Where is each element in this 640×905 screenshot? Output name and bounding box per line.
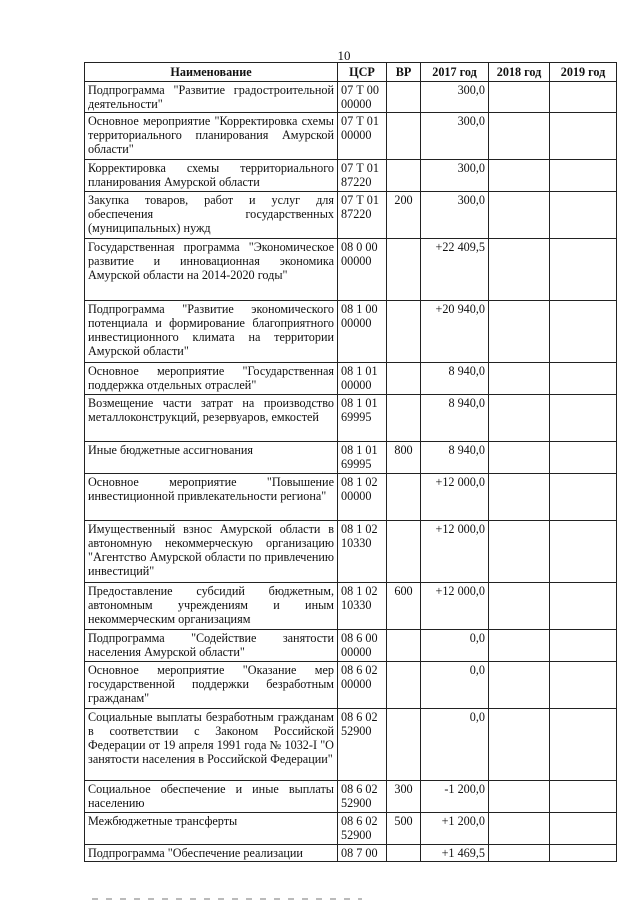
header-vr: ВР	[387, 63, 421, 82]
table-row	[85, 363, 617, 395]
row-name: Иные бюджетные ассигнования	[85, 442, 338, 474]
row-vr	[387, 709, 421, 781]
table-row	[85, 781, 617, 813]
table-row	[85, 113, 617, 160]
budget-table	[84, 62, 617, 862]
row-2019	[550, 301, 617, 363]
table-row	[85, 160, 617, 192]
row-name: Межбюджетные трансферты	[85, 813, 338, 845]
row-name: Подпрограмма "Развитие градостроительной деятельности"	[85, 82, 338, 113]
row-2017: 300,0	[421, 160, 489, 192]
row-vr	[387, 82, 421, 113]
row-vr	[387, 845, 421, 862]
row-2018	[489, 239, 550, 301]
row-2017: 8 940,0	[421, 442, 489, 474]
table-row	[85, 845, 617, 862]
row-2019	[550, 781, 617, 813]
row-name: Социальное обеспечение и иные выплаты населению	[85, 781, 338, 813]
row-2017: +12 000,0	[421, 521, 489, 583]
row-2018	[489, 442, 550, 474]
row-csr: 08 6 02 52900	[338, 813, 387, 845]
row-vr: 500	[387, 813, 421, 845]
page-number: 10	[337, 48, 351, 63]
row-csr: 08 1 02 10330	[338, 521, 387, 583]
row-2018	[489, 301, 550, 363]
row-2017: 0,0	[421, 709, 489, 781]
table-row	[85, 474, 617, 521]
row-name: Возмещение части затрат на производство металлоконструкций, резервуаров, емкостей	[85, 395, 338, 442]
row-2017: -1 200,0	[421, 781, 489, 813]
row-csr: 08 6 00 00000	[338, 630, 387, 662]
row-2017: +12 000,0	[421, 583, 489, 630]
row-vr	[387, 630, 421, 662]
row-vr	[387, 301, 421, 363]
row-vr: 800	[387, 442, 421, 474]
row-csr: 07 Т 01 87220	[338, 192, 387, 239]
row-csr: 08 6 02 52900	[338, 781, 387, 813]
row-2019	[550, 363, 617, 395]
table-row	[85, 192, 617, 239]
header-name: Наименование	[85, 63, 338, 82]
row-vr	[387, 113, 421, 160]
row-2018	[489, 845, 550, 862]
row-2019	[550, 630, 617, 662]
row-vr	[387, 474, 421, 521]
row-vr: 600	[387, 583, 421, 630]
table-row	[85, 662, 617, 709]
row-vr	[387, 395, 421, 442]
row-2017: +22 409,5	[421, 239, 489, 301]
row-name: Подпрограмма "Развитие экономического потенциала и формирование благоприятного инвестиционного климата на территории Амурской области"	[85, 301, 338, 363]
header-row	[85, 63, 617, 82]
row-2018	[489, 192, 550, 239]
header-2017: 2017 год	[421, 63, 489, 82]
row-2019	[550, 709, 617, 781]
row-2017: +12 000,0	[421, 474, 489, 521]
row-2019	[550, 845, 617, 862]
row-2019	[550, 521, 617, 583]
row-vr	[387, 239, 421, 301]
row-csr: 08 1 01 69995	[338, 442, 387, 474]
row-csr: 07 Т 00 00000	[338, 82, 387, 113]
row-2018	[489, 82, 550, 113]
row-csr: 08 1 01 69995	[338, 395, 387, 442]
row-name: Имущественный взнос Амурской области в автономную некоммерческую организацию "Агентство Амурской области по привлечению инвестиций"	[85, 521, 338, 583]
row-2018	[489, 583, 550, 630]
row-name: Подпрограмма "Обеспечение реализации	[85, 845, 338, 862]
row-name: Основное мероприятие "Государственная поддержка отдельных отраслей"	[85, 363, 338, 395]
row-2018	[489, 521, 550, 583]
row-2017: 8 940,0	[421, 395, 489, 442]
row-2017: +1 469,5	[421, 845, 489, 862]
row-2017: 300,0	[421, 113, 489, 160]
row-name: Основное мероприятие "Оказание мер государственной поддержки безработным гражданам"	[85, 662, 338, 709]
table-row	[85, 583, 617, 630]
row-csr: 08 1 02 10330	[338, 583, 387, 630]
row-2018	[489, 474, 550, 521]
row-name: Подпрограмма "Содействие занятости населения Амурской области"	[85, 630, 338, 662]
row-csr: 07 Т 01 87220	[338, 160, 387, 192]
table-header	[85, 63, 617, 82]
row-csr: 08 1 01 00000	[338, 363, 387, 395]
table-row	[85, 813, 617, 845]
row-2019	[550, 82, 617, 113]
header-2019: 2019 год	[550, 63, 617, 82]
row-2019	[550, 192, 617, 239]
table-row	[85, 301, 617, 363]
scan-artifact	[92, 898, 362, 900]
row-name: Закупка товаров, работ и услуг для обеспечения государственных (муниципальных) нужд	[85, 192, 338, 239]
table-row	[85, 82, 617, 113]
row-name: Предоставление субсидий бюджетным, автономным учреждениям и иным некоммерческим организациям	[85, 583, 338, 630]
row-2017: 300,0	[421, 192, 489, 239]
row-2017: 0,0	[421, 630, 489, 662]
row-vr	[387, 160, 421, 192]
header-2018: 2018 год	[489, 63, 550, 82]
row-2018	[489, 630, 550, 662]
table-row	[85, 239, 617, 301]
row-2017: +20 940,0	[421, 301, 489, 363]
row-vr: 300	[387, 781, 421, 813]
row-2018	[489, 662, 550, 709]
row-2019	[550, 395, 617, 442]
row-vr	[387, 363, 421, 395]
row-2017: +1 200,0	[421, 813, 489, 845]
row-2018	[489, 113, 550, 160]
row-2018	[489, 813, 550, 845]
row-2017: 8 940,0	[421, 363, 489, 395]
row-csr: 08 1 02 00000	[338, 474, 387, 521]
row-vr: 200	[387, 192, 421, 239]
row-csr: 08 0 00 00000	[338, 239, 387, 301]
row-2017: 300,0	[421, 82, 489, 113]
table-row	[85, 442, 617, 474]
row-2018	[489, 709, 550, 781]
row-csr: 08 1 00 00000	[338, 301, 387, 363]
row-csr: 08 6 02 00000	[338, 662, 387, 709]
row-2018	[489, 781, 550, 813]
row-2019	[550, 583, 617, 630]
row-2019	[550, 442, 617, 474]
row-2018	[489, 363, 550, 395]
row-2018	[489, 395, 550, 442]
table-body	[85, 82, 617, 862]
row-vr	[387, 662, 421, 709]
row-name: Государственная программа "Экономическое развитие и инновационная экономика Амурской области на 2014-2020 годы"	[85, 239, 338, 301]
row-2017: 0,0	[421, 662, 489, 709]
row-2019	[550, 813, 617, 845]
row-name: Основное мероприятие "Корректировка схемы территориального планирования Амурской области"	[85, 113, 338, 160]
table-row	[85, 395, 617, 442]
row-csr: 07 Т 01 00000	[338, 113, 387, 160]
row-csr: 08 7 00	[338, 845, 387, 862]
row-2019	[550, 239, 617, 301]
row-name: Социальные выплаты безработным гражданам в соответствии с Законом Российской Федерации от 19 апреля 1991 года № 1032-I "О занятости населения в Российской Федерации"	[85, 709, 338, 781]
row-vr	[387, 521, 421, 583]
row-2019	[550, 662, 617, 709]
row-2019	[550, 160, 617, 192]
table-row	[85, 521, 617, 583]
row-2019	[550, 113, 617, 160]
row-2019	[550, 474, 617, 521]
row-name: Основное мероприятие "Повышение инвестиционной привлекательности региона"	[85, 474, 338, 521]
row-csr: 08 6 02 52900	[338, 709, 387, 781]
row-name: Корректировка схемы территориального планирования Амурской области	[85, 160, 338, 192]
header-csr: ЦСР	[338, 63, 387, 82]
table-row	[85, 709, 617, 781]
table-row	[85, 630, 617, 662]
row-2018	[489, 160, 550, 192]
